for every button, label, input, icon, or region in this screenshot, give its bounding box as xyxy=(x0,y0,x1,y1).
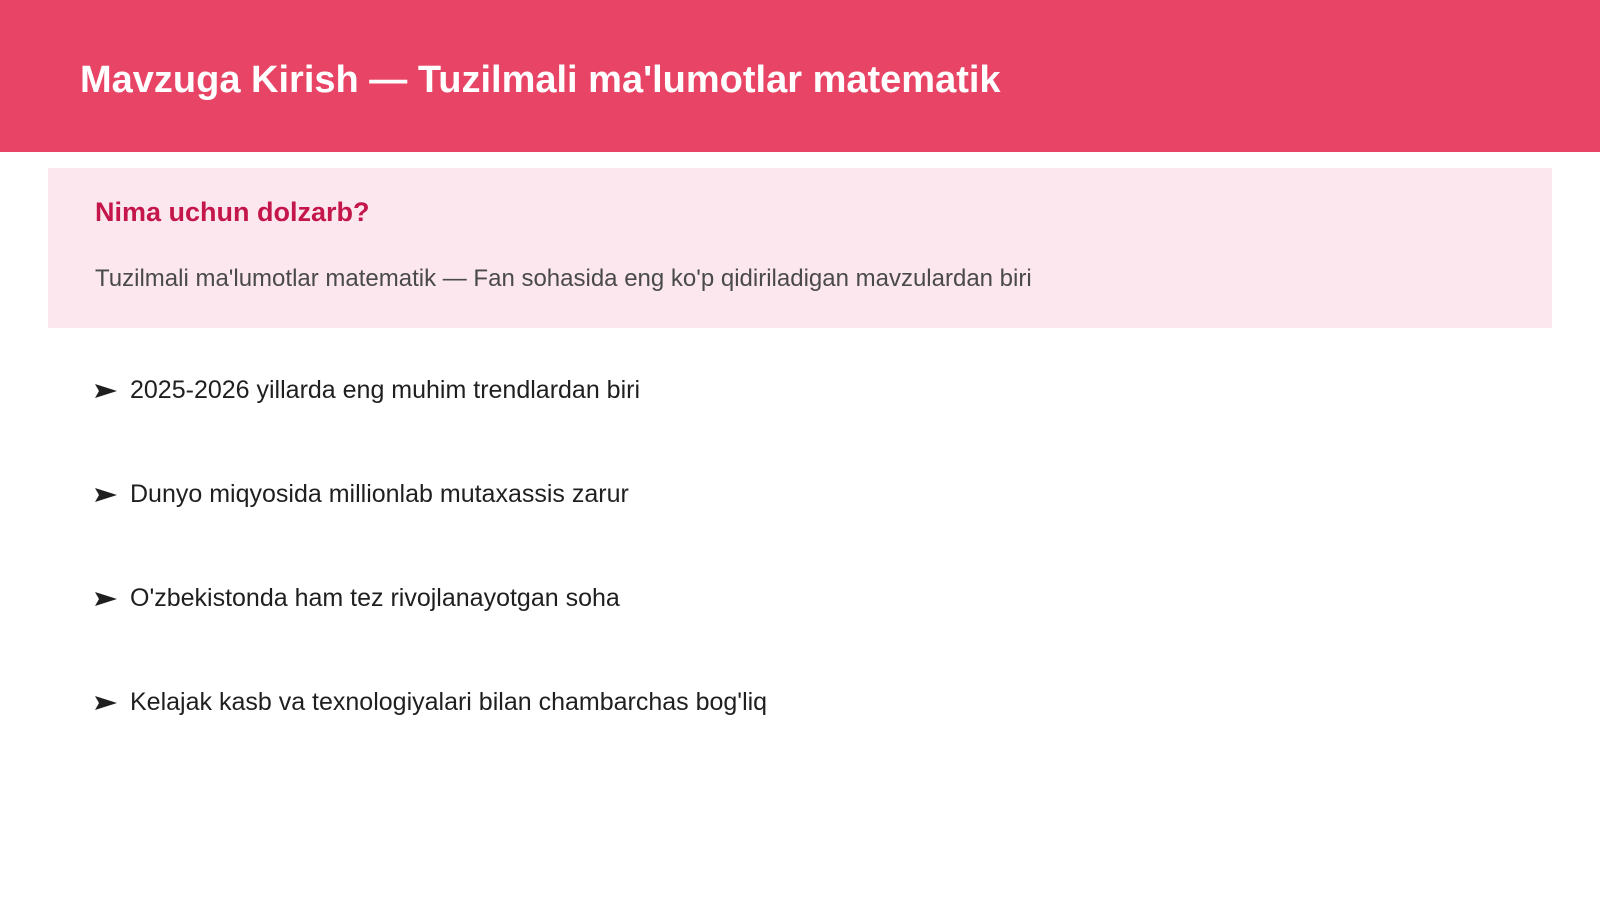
arrow-right-icon xyxy=(94,589,118,609)
bullet-text: Dunyo miqyosida millionlab mutaxassis zarur xyxy=(130,480,629,508)
callout-text: Tuzilmali ma'lumotlar matematik — Fan sohasida eng ko'p qidiriladigan mavzulardan biri xyxy=(95,265,1032,292)
callout-heading: Nima uchun dolzarb? xyxy=(95,197,370,227)
bullet-item xyxy=(94,684,767,788)
bullet-text: 2025-2026 yillarda eng muhim trendlardan biri xyxy=(130,376,641,404)
bullet-text: O'zbekistonda ham tez rivojlanayotgan soha xyxy=(130,584,620,612)
bullet-item xyxy=(94,476,767,580)
bullet-text: Kelajak kasb va texnologiyalari bilan chambarchas bog'liq xyxy=(130,688,768,716)
header-banner xyxy=(0,0,1600,152)
bullet-item xyxy=(94,580,767,684)
bullet-list xyxy=(94,372,767,788)
callout-box xyxy=(48,168,1552,328)
arrow-right-icon xyxy=(94,485,118,505)
bullet-item xyxy=(94,372,767,476)
arrow-right-icon xyxy=(94,693,118,713)
arrow-right-icon xyxy=(94,381,118,401)
slide-title: Mavzuga Kirish — Tuzilmali ma'lumotlar matematik xyxy=(80,59,1001,101)
